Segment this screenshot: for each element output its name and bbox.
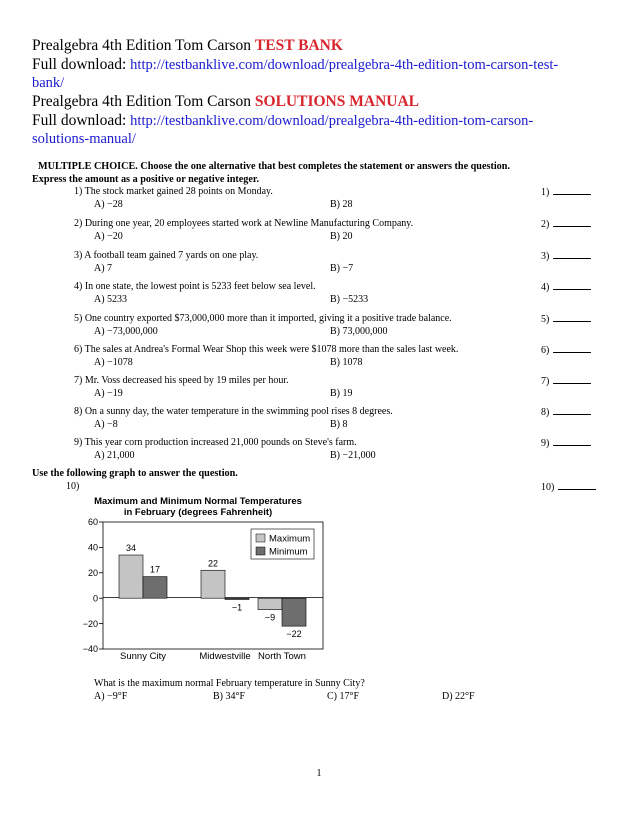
question-text: 7) Mr. Voss decreased his speed by 19 miles per hour. [74,375,289,386]
question-10-text: What is the maximum normal February temperature in Sunny City? [94,678,365,689]
answer-blank[interactable] [553,406,591,415]
y-tick-label: −20 [82,618,98,629]
answer-slot [541,344,591,357]
question-text: 6) The sales at Andrea's Formal Wear Shop this week were $1078 more than the sales last week. [74,344,459,355]
solutions-manual-label: SOLUTIONS MANUAL [254,93,419,110]
question-number: 9) [541,438,550,449]
choice-a[interactable]: A) −20 [94,231,123,242]
question-number: 8) [541,407,550,418]
x-axis-labels [120,651,306,662]
q10-choice-c[interactable]: C) 17°F [327,691,360,702]
question-text: 4) In one state, the lowest point is 5233 feet below sea level. [74,281,316,292]
y-tick-label: −40 [82,644,98,655]
answer-blank[interactable] [553,218,591,227]
header-line-4 [32,111,533,131]
question-number: 6) [541,345,550,356]
question-number: 2) [541,219,550,230]
answer-blank[interactable] [553,344,591,353]
answer-slot [541,406,591,419]
answer-blank[interactable] [553,186,591,195]
answer-slot [541,281,591,294]
choice-a[interactable]: A) −73,000,000 [94,326,158,337]
test-bank-link[interactable]: http://testbanklive.com/download/prealgebra-4th-edition-tom-carson-test- [130,57,559,73]
answer-slot [541,218,591,231]
y-tick-label: 40 [87,542,98,553]
choice-b[interactable]: B) 19 [330,388,353,399]
legend-swatch-maximum [256,534,265,542]
choice-b[interactable]: B) 8 [330,419,348,430]
legend-label-minimum: Minimum [269,546,308,558]
choice-b[interactable]: B) 28 [330,199,353,210]
question-number: 4) [541,282,550,293]
y-tick-label: 60 [87,517,98,528]
y-tick-label: 20 [87,568,98,578]
chart-title: Maximum and Minimum Normal Temperatures [94,496,302,507]
header-title-2: Prealgebra 4th Edition Tom Carson [32,93,252,110]
question-number: 10) [541,482,555,493]
q10-choice-b[interactable]: B) 34°F [213,691,246,702]
bar-value-label: 17 [149,564,161,575]
answer-slot [541,375,591,388]
chart-legend [251,529,314,559]
choice-b[interactable]: B) 20 [330,231,353,242]
bar-maximum [201,570,225,598]
header-line-2b [32,73,64,93]
bar-value-label: −22 [286,629,302,640]
download-label-2: Full download: [32,112,127,129]
bar-value-label: 34 [125,543,137,554]
choice-a[interactable]: A) 7 [94,263,113,274]
answer-blank[interactable] [553,375,591,384]
choice-a[interactable]: A) −1078 [94,357,133,368]
choice-a[interactable]: A) −28 [94,199,123,210]
x-tick-label: North Town [258,651,306,662]
question-text: 9) This year corn production increased 21,000 pounds on Steve's farm. [74,437,357,448]
answer-blank[interactable] [553,250,591,259]
choice-b[interactable]: B) −7 [330,263,354,274]
legend-swatch-minimum [256,547,265,555]
y-axis-ticks [83,517,103,654]
question-number: 7) [541,376,550,387]
instructions-line-2: Express the amount as a positive or negative integer. [32,174,260,185]
bar-value-label: −9 [264,612,276,623]
choice-b[interactable]: B) −21,000 [330,450,376,461]
chart-subtitle: in February (degrees Fahrenheit) [123,507,273,518]
answer-slot-10 [541,481,596,494]
page-number: 1 [316,768,322,779]
question-text: 1) The stock market gained 28 points on Monday. [74,186,273,197]
question-number: 5) [541,314,550,325]
x-tick-label: Sunny City [120,651,166,662]
choice-a[interactable]: A) 5233 [94,294,128,305]
header-line-3 [32,92,419,111]
question-10-number: 10) [66,481,80,492]
y-tick-label: 0 [92,593,98,604]
answer-blank[interactable] [553,281,591,290]
x-tick-label: Midwestville [199,651,251,662]
bar-value-label: 22 [207,558,219,569]
legend-label-maximum: Maximum [269,533,311,545]
graph-instruction: Use the following graph to answer the question. [32,468,238,479]
choice-b[interactable]: B) −5233 [330,294,369,305]
header-title-1: Prealgebra 4th Edition Tom Carson [32,37,252,54]
q10-choice-d[interactable]: D) 22°F [442,691,475,702]
choice-a[interactable]: A) 21,000 [94,450,135,461]
instructions-line-1: MULTIPLE CHOICE. Choose the one alternative that best completes the statement or answers the question. [38,161,510,172]
answer-slot [541,250,591,263]
bar-minimum [282,598,306,626]
solutions-manual-link-cont[interactable]: solutions-manual/ [32,131,136,147]
answer-slot [541,313,591,326]
question-text: 3) A football team gained 7 yards on one play. [74,250,259,261]
question-text: 2) During one year, 20 employees started work at Newline Manufacturing Company. [74,218,414,229]
header-line-1 [32,36,343,55]
bar-minimum [225,598,249,599]
bar-maximum [258,598,282,609]
download-label-1: Full download: [32,56,127,73]
temperature-bar-chart [70,492,340,664]
choice-a[interactable]: A) −8 [94,419,118,430]
bar-value-label: −1 [231,602,243,613]
answer-slot [541,437,591,450]
choice-a[interactable]: A) −19 [94,388,123,399]
choice-b[interactable]: B) 1078 [330,357,363,368]
header-line-2 [32,55,558,75]
answer-blank[interactable] [553,437,591,446]
question-text: 8) On a sunny day, the water temperature in the swimming pool rises 8 degrees. [74,406,393,417]
question-number: 3) [541,251,550,262]
bar-maximum [119,555,143,598]
solutions-manual-link[interactable]: http://testbanklive.com/download/prealgebra-4th-edition-tom-carson- [130,113,534,129]
answer-slot [541,186,591,199]
bar-minimum [143,577,167,599]
header-line-4b [32,129,136,149]
question-number: 1) [541,187,550,198]
answer-blank[interactable] [558,481,596,490]
question-text: 5) One country exported $73,000,000 more than it imported, giving it a positive trade balance. [74,313,452,324]
test-bank-label: TEST BANK [254,37,343,54]
q10-choice-a[interactable]: A) −9°F [94,691,128,702]
test-bank-link-cont[interactable]: bank/ [32,75,65,91]
choice-b[interactable]: B) 73,000,000 [330,326,388,337]
answer-blank[interactable] [553,313,591,322]
